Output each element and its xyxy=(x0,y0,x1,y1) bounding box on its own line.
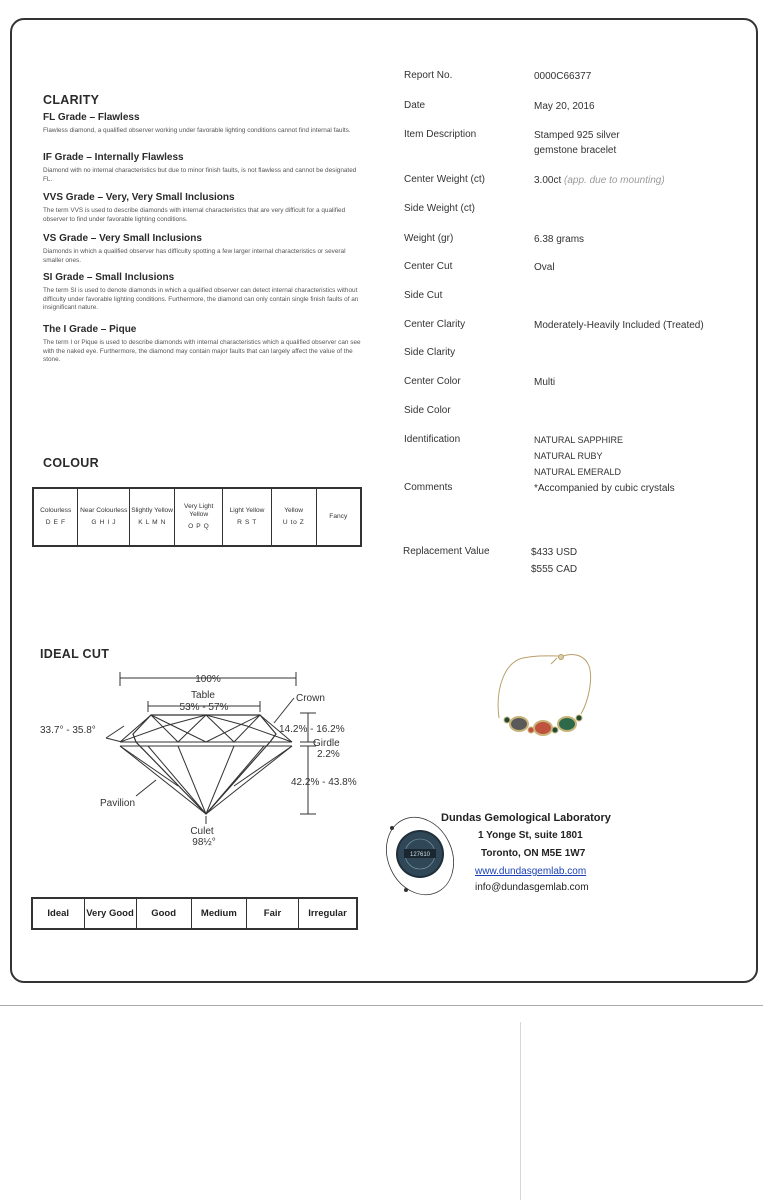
center-weight-note: (app. due to mounting) xyxy=(564,175,665,186)
center-cut-label: Center Cut xyxy=(404,261,453,272)
side-cut-label: Side Cut xyxy=(404,290,443,301)
colour-cell-colourless: Colourless D E F xyxy=(33,488,78,546)
cut-grade-table xyxy=(31,897,358,930)
cut-grade-very-good: Very Good xyxy=(84,898,136,929)
cut-grade-ideal: Ideal xyxy=(32,898,84,929)
diagram-table-label: Table xyxy=(191,690,215,701)
emerald-stone xyxy=(558,717,576,731)
bracelet-photo xyxy=(485,648,605,748)
svg-text:127610: 127610 xyxy=(409,852,431,858)
diagram-girdle-label: Girdle xyxy=(313,738,340,749)
colour-heading: COLOUR xyxy=(43,456,99,470)
clarity-grade-fl-desc: Flawless diamond, a qualified observer working under favorable lighting conditions cannot find internal faults. xyxy=(43,127,351,134)
colour-cell-fancy: Fancy xyxy=(316,488,361,546)
diamond-cut-diagram xyxy=(38,668,358,853)
bracelet-stones xyxy=(504,715,582,735)
weight-value: 6.38 grams xyxy=(534,234,585,245)
clarity-grade-fl-title: FL Grade – Flawless xyxy=(43,112,140,123)
lab-website-link[interactable]: www.dundasgemlab.com xyxy=(475,866,587,877)
clarity-grade-si-title: SI Grade – Small Inclusions xyxy=(43,272,175,283)
center-color-value: Multi xyxy=(534,377,556,388)
clarity-grade-vvs-title: VVS Grade – Very, Very Small Inclusions xyxy=(43,192,235,203)
colour-cell-slightly-yellow: Slightly Yellow K L M N xyxy=(130,488,175,546)
lab-email: info@dundasgemlab.com xyxy=(475,882,589,893)
center-clarity-value: Moderately-Heavily Included (Treated) xyxy=(534,320,704,331)
ideal-cut-heading: IDEAL CUT xyxy=(40,647,110,661)
date-label: Date xyxy=(404,100,426,111)
page-divider xyxy=(0,1005,763,1006)
item-description-line2: gemstone bracelet xyxy=(534,145,617,156)
diagram-culet-value: 98½° xyxy=(192,837,216,848)
cut-grade-irregular: Irregular xyxy=(299,898,358,929)
diagram-crown-label: Crown xyxy=(296,693,325,704)
center-weight-value: 3.00ct (app. due to mounting) xyxy=(534,175,665,186)
clarity-grade-vvs-desc: The term VVS is used to describe diamonds with internal characteristics that are very difficult for a qualified observer to find under favorable lighting conditions. xyxy=(43,207,346,223)
bracelet-chain-right xyxy=(563,654,591,714)
identification-label: Identification xyxy=(404,434,461,445)
center-cut-value: Oval xyxy=(534,262,555,273)
item-description-line1: Stamped 925 silver xyxy=(534,130,620,141)
sapphire-stone xyxy=(510,717,528,731)
date-value: May 20, 2016 xyxy=(534,101,595,112)
diagram-pavilion-depth: 42.2% - 43.8% xyxy=(291,777,357,788)
center-weight-label: Center Weight (ct) xyxy=(404,174,485,185)
colour-scale-table xyxy=(32,487,362,547)
clarity-grade-if-desc: Diamond with no internal characteristics but due to minor finish faults, is not flawless and cannot be designated FL. xyxy=(43,167,357,183)
replacement-value-cad: $555 CAD xyxy=(531,564,578,575)
bracelet-clasp xyxy=(559,655,564,660)
colour-cell-near-colourless: Near Colourless G H I J xyxy=(78,488,130,546)
diagram-girdle-value: 2.2% xyxy=(317,749,340,760)
identification-value-2: NATURAL RUBY xyxy=(534,451,603,461)
cut-grade-good: Good xyxy=(136,898,191,929)
report-no-value: 0000C66377 xyxy=(534,71,592,82)
weight-label: Weight (gr) xyxy=(404,233,454,244)
center-color-label: Center Color xyxy=(404,376,461,387)
diagram-pavilion-label: Pavilion xyxy=(100,798,136,809)
diagram-table-range: 53% - 57% xyxy=(179,702,229,713)
identification-value-1: NATURAL SAPPHIRE xyxy=(534,435,624,445)
center-clarity-label: Center Clarity xyxy=(404,319,466,330)
diagram-crown-height: 14.2% - 16.2% xyxy=(279,724,345,735)
clarity-grade-i-title: The I Grade – Pique xyxy=(43,324,137,335)
bracelet-chain-left xyxy=(498,656,559,718)
clarity-heading: CLARITY xyxy=(43,93,100,107)
diagram-total-label: 100% xyxy=(195,674,221,685)
item-description-label: Item Description xyxy=(404,129,477,140)
clarity-grade-vs-desc: Diamonds in which a qualified observer has difficulty spotting a few larger internal characteristics or several smaller ones. xyxy=(43,248,346,264)
lab-address-1: 1 Yonge St, suite 1801 xyxy=(478,830,583,841)
replacement-value-usd: $433 USD xyxy=(531,547,578,558)
ruby-stone xyxy=(534,721,552,735)
clarity-grade-vs-title: VS Grade – Very Small Inclusions xyxy=(43,233,202,244)
replacement-value-label: Replacement Value xyxy=(403,546,490,557)
lab-name: Dundas Gemological Laboratory xyxy=(441,812,611,824)
diagram-crown-angle: 33.7° - 35.8° xyxy=(40,725,96,736)
cut-grade-fair: Fair xyxy=(247,898,299,929)
clarity-grade-si-desc: The term SI is used to denote diamonds in which a qualified observer can detect internal characteristics without difficulty under favorable lighting conditions. Furthermore, the diamond can only contain single finish faults of an insignificant nature. xyxy=(43,287,359,312)
colour-cell-very-light-yellow: Very Light Yellow O P Q xyxy=(175,488,223,546)
side-color-label: Side Color xyxy=(404,405,451,416)
side-clarity-label: Side Clarity xyxy=(404,347,456,358)
page-divider-vertical xyxy=(520,1022,521,1200)
side-weight-label: Side Weight (ct) xyxy=(404,203,475,214)
lab-address-2: Toronto, ON M5E 1W7 xyxy=(481,848,586,859)
diagram-culet-label: Culet xyxy=(190,826,214,837)
report-no-label: Report No. xyxy=(404,70,453,81)
cut-grade-medium: Medium xyxy=(191,898,246,929)
colour-cell-yellow: Yellow U to Z xyxy=(271,488,316,546)
comments-value: *Accompanied by cubic crystals xyxy=(534,483,675,494)
identification-value-3: NATURAL EMERALD xyxy=(534,467,622,477)
comments-label: Comments xyxy=(404,482,453,493)
clarity-grade-if-title: IF Grade – Internally Flawless xyxy=(43,152,184,163)
colour-cell-light-yellow: Light Yellow R S T xyxy=(223,488,271,546)
clarity-grade-i-desc: The term I or Pique is used to describe diamonds with internal characteristics which a qualified observer can see with the naked eye. Furthermore, the diamond may contain major faults that can largely affect the value of the stone. xyxy=(43,339,361,364)
